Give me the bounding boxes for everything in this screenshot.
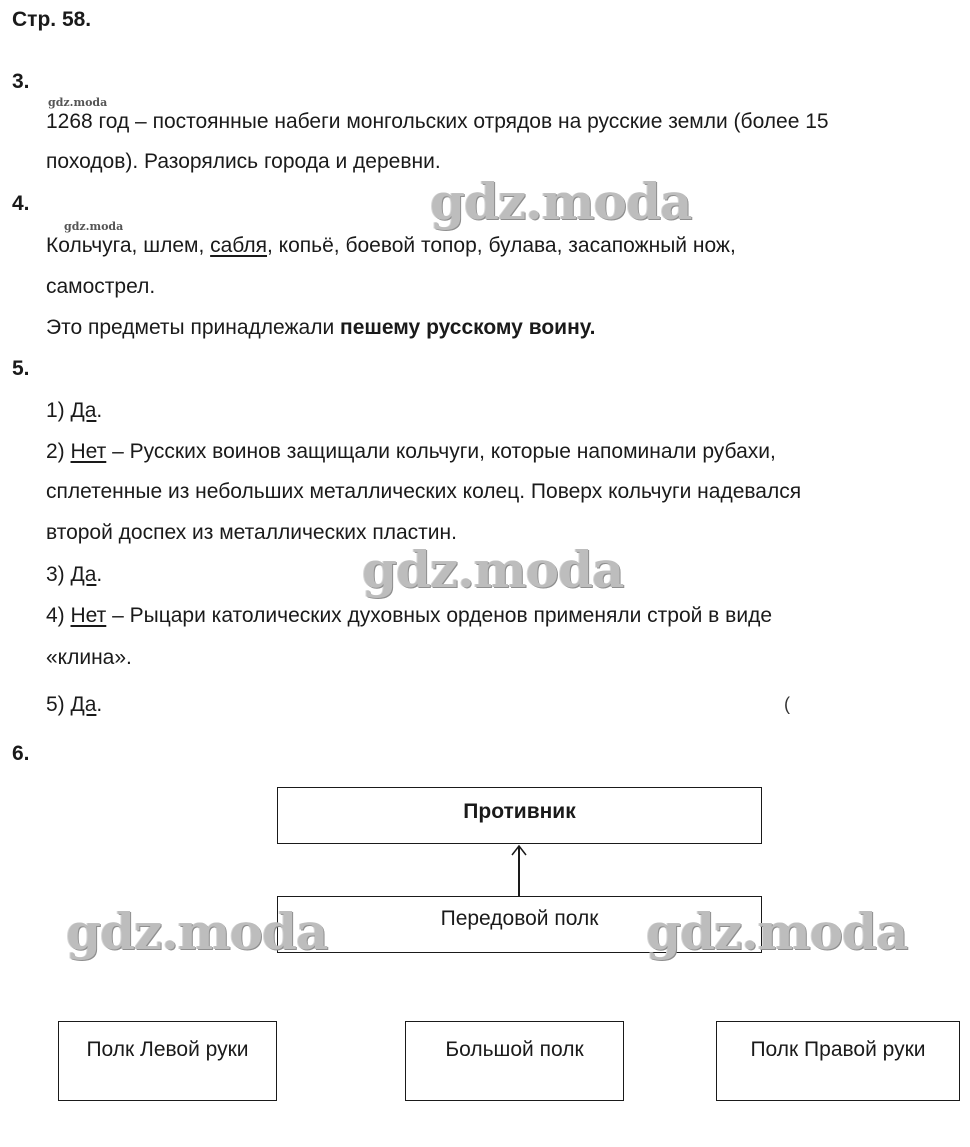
arrow-head-icon: [511, 844, 527, 856]
task5-number: 5.: [12, 357, 30, 380]
task5-item2-line1: [46, 440, 776, 464]
right-regiment-box: [716, 1021, 960, 1101]
task4-line1: [46, 234, 736, 258]
task5-item1: [46, 399, 102, 423]
task5-item4-line1: [46, 604, 772, 628]
watermark-big-3: gdz.moda: [66, 902, 328, 961]
task4-line3: [46, 316, 595, 340]
task4-underlined-word: сабля: [210, 234, 268, 257]
item2-prefix: 2): [46, 440, 71, 463]
left-regiment-box: [58, 1021, 277, 1101]
item4-prefix: 4): [46, 604, 71, 627]
item1-suffix: .: [96, 399, 103, 422]
task4-line1-before: Кольчуга, шлем,: [46, 234, 211, 257]
watermark-small-2: gdz.moda: [64, 220, 124, 233]
task3-line1: 1268 год – постоянные набеги монгольских отрядов на русские земли (более 15: [46, 110, 829, 133]
watermark-big-4: gdz.moda: [646, 902, 908, 961]
item4-text1: – Рыцари католических духовных орденов применяли строй в виде: [106, 604, 772, 627]
task5-item2-line2: сплетенные из небольших металлических колец. Поверх кольчуги надевался: [46, 480, 802, 503]
item1-answer: Да: [70, 399, 97, 422]
task4-line1-after: , копьё, боевой топор, булава, засапожный нож,: [267, 234, 736, 257]
right-regiment-label: Полк Правой руки: [750, 1038, 926, 1061]
center-regiment-label: Большой полк: [445, 1038, 584, 1061]
item2-text1: – Русских воинов защищали кольчуги, которые напоминали рубахи,: [106, 440, 776, 463]
task4-line3-bold: пешему русскому воину.: [340, 316, 596, 339]
item2-answer: Нет: [70, 440, 107, 463]
task4-line3-plain: Это предметы принадлежали: [46, 316, 341, 339]
task3-line2: походов). Разорялись города и деревни.: [46, 150, 441, 173]
left-regiment-label: Полк Левой руки: [86, 1038, 249, 1061]
item1-prefix: 1): [46, 399, 71, 422]
task6-number: 6.: [12, 742, 30, 765]
item3-answer: Да: [70, 563, 97, 586]
task5-item5: [46, 693, 102, 717]
item4-answer: Нет: [70, 604, 107, 627]
task3-number: 3.: [12, 70, 30, 93]
watermark-big-1: gdz.moda: [430, 172, 692, 231]
page-header: Стр. 58.: [12, 8, 92, 31]
item3-suffix: .: [96, 563, 103, 586]
watermark-big-2: gdz.moda: [362, 540, 624, 599]
task4-number: 4.: [12, 192, 30, 215]
task5-item2-line3: второй доспех из металлических пластин.: [46, 521, 457, 544]
vanguard-label: Передовой полк: [440, 907, 599, 930]
enemy-box: [277, 787, 762, 844]
item5-answer: Да: [70, 693, 97, 716]
watermark-small: gdz.moda: [48, 96, 108, 109]
stray-mark: (: [784, 694, 790, 714]
task5-item3: [46, 563, 102, 587]
center-regiment-box: [405, 1021, 624, 1101]
item3-prefix: 3): [46, 563, 71, 586]
task5-item4-line2: «клина».: [46, 646, 132, 669]
item5-suffix: .: [96, 693, 103, 716]
enemy-label: Противник: [463, 800, 576, 823]
task4-line2: самострел.: [46, 275, 156, 298]
item5-prefix: 5): [46, 693, 71, 716]
